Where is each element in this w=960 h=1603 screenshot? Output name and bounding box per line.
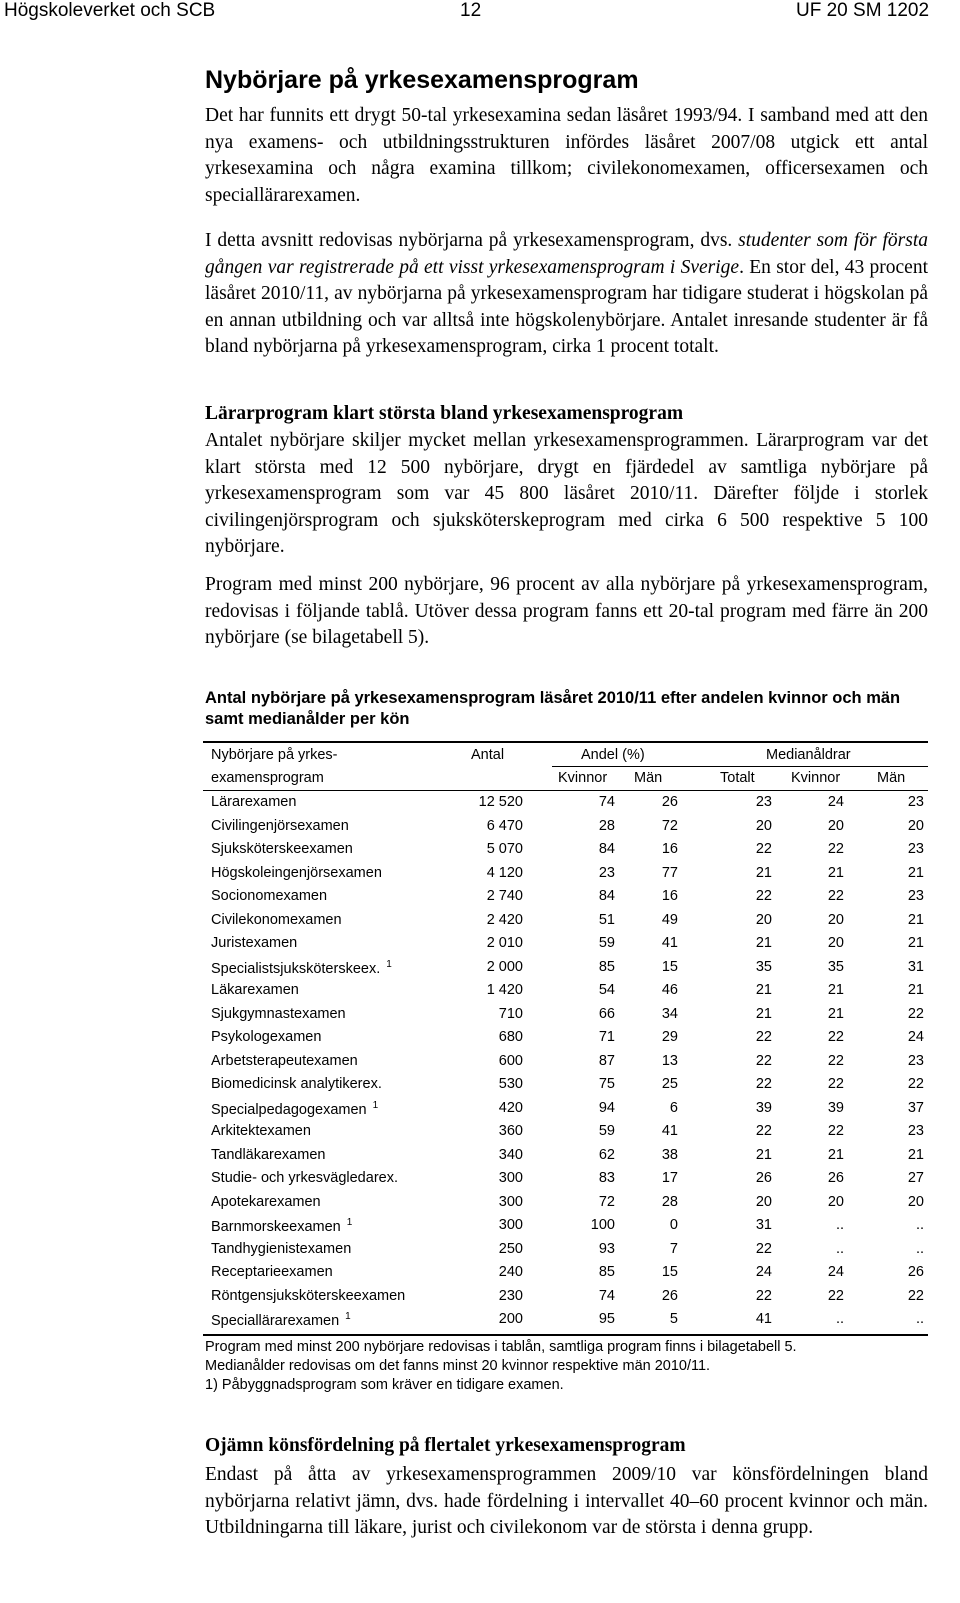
andel-kvinnor-cell: 23 (598, 864, 615, 881)
header-median-kvinnor: Kvinnor (791, 770, 841, 786)
median-kvinnor-cell: 20 (827, 911, 844, 928)
paragraph-intro: Det har funnits ett drygt 50-tal yrkesexamina sedan läsåret 1993/94. I samband med att den nya examens- och utbildningsstrukturen infördes läsåret 2007/08 utgick ett antal yrkesexamina och några examina tillkom; civilekonomexamen, officersexamen och speciallärarexamen. (205, 105, 928, 206)
median-kvinnor-cell: 24 (827, 794, 844, 810)
median-man-cell: 27 (907, 1170, 924, 1186)
andel-man-cell: 7 (669, 1240, 678, 1257)
median-totalt-cell: 41 (755, 1311, 772, 1327)
median-man-cell: 23 (907, 794, 924, 810)
antal-cell: 2 740 (486, 888, 523, 904)
program-name: Biomedicinsk analytikerex. (211, 1076, 382, 1092)
median-totalt-cell: 22 (755, 1076, 772, 1092)
table-row (203, 909, 928, 933)
table-row (203, 1167, 928, 1191)
median-man-cell: 23 (907, 888, 924, 904)
table-caption: Antal nybörjare på yrkesexamensprogram läsåret 2010/11 efter andelen kvinnor och män samt medianålder per kön (205, 689, 901, 728)
program-name-text: Specialpedagogexamen (211, 1101, 367, 1118)
header-program-line2: examensprogram (211, 770, 324, 786)
median-kvinnor-cell: 22 (827, 1123, 844, 1139)
program-name: Socionomexamen (211, 888, 328, 904)
program-name: Receptarieexamen (211, 1264, 333, 1280)
median-kvinnor-cell: 22 (827, 1287, 844, 1304)
paragraph-teacher: Antalet nybörjare skiljer mycket mellan yrkesexamensprogrammen. Lärarprogram var det klart största med 12 500 nybörjare, drygt en fjärdedel av samtliga nybörjare på yrkesexamensprogram som var 45 800 läsåret 2010/11. Därefter följde i storlek civilingenjörsprogram och sjuksköterskeprogram med cirka 6 500 respektive 5 100 nybörjare. (205, 430, 928, 557)
median-totalt-cell: 23 (755, 794, 772, 810)
andel-man-cell: 41 (661, 935, 678, 951)
median-kvinnor-cell: .. (835, 1240, 844, 1257)
median-man-cell: 23 (907, 841, 924, 857)
andel-man-cell: 25 (661, 1076, 678, 1092)
table-row (203, 932, 928, 956)
section-title-teacher: Lärarprogram klart största bland yrkesexamensprogram (205, 403, 684, 424)
median-totalt-cell: 22 (755, 888, 772, 904)
report-id: UF 20 SM 1202 (796, 0, 930, 21)
andel-kvinnor-cell: 59 (598, 935, 615, 951)
table-row (203, 885, 928, 909)
table-row (203, 815, 928, 839)
table-bottom-rule (203, 1334, 928, 1336)
program-name (211, 1311, 351, 1329)
andel-man-cell: 34 (661, 1005, 678, 1022)
median-kvinnor-cell: 35 (827, 958, 844, 975)
table-row (203, 1285, 928, 1309)
median-man-cell: .. (915, 1217, 924, 1233)
header-median: Medianåldrar (766, 747, 851, 763)
antal-cell: 680 (498, 1029, 523, 1045)
program-name: Röntgensjuksköterskeexamen (211, 1287, 406, 1304)
andel-man-cell: 38 (661, 1146, 678, 1163)
program-name: Juristexamen (211, 935, 298, 951)
program-name: Psykologexamen (211, 1029, 322, 1045)
paragraph-newcomers-end: . En stor del, 43 procent läsåret 2010/11, av nybörjarna på yrkesexamensprogram har tidigare studerat i högskolan på en annan utbildning och var alltså inte högskolenybörjare. Antalet inresande studenter är få bland nybörjarna på yrkesexamensprogram, cirka 1 procent totalt. (205, 256, 929, 357)
table-row (203, 1238, 928, 1262)
paragraph-newcomers (205, 228, 928, 361)
andel-man-cell: 41 (661, 1123, 678, 1139)
andel-kvinnor-cell: 83 (598, 1170, 615, 1186)
antal-cell: 230 (498, 1287, 523, 1304)
andel-man-cell: 46 (661, 982, 678, 998)
median-man-cell: 21 (907, 864, 924, 881)
paragraph-gender: Endast på åtta av yrkesexamensprogrammen 2009/10 var könsfördelningen bland nybörjarna relativt jämn, dvs. hade fördelning i intervallet 40–60 procent kvinnor och män. Utbildningarna till läkare, jurist och civilekonom var de största i denna grupp. (205, 1464, 928, 1538)
median-totalt-cell: 39 (755, 1099, 772, 1116)
median-kvinnor-cell: 20 (827, 1193, 844, 1210)
median-totalt-cell: 22 (755, 1052, 772, 1069)
median-totalt-cell: 22 (755, 1123, 772, 1139)
median-totalt-cell: 21 (755, 1146, 772, 1163)
table-row (203, 1073, 928, 1097)
andel-kvinnor-cell: 93 (598, 1240, 615, 1257)
table-row (203, 1214, 928, 1238)
antal-cell: 300 (498, 1217, 523, 1233)
andel-kvinnor-cell: 74 (598, 1287, 615, 1304)
andel-man-cell: 26 (661, 1287, 678, 1304)
header-antal: Antal (471, 747, 505, 763)
andel-man-cell: 16 (661, 841, 678, 857)
median-man-cell: 26 (907, 1264, 924, 1280)
andel-kvinnor-cell: 84 (598, 888, 615, 904)
andel-man-cell: 29 (661, 1029, 678, 1045)
table-row (203, 838, 928, 862)
median-totalt-cell: 20 (755, 911, 772, 928)
median-kvinnor-cell: 22 (827, 1052, 844, 1069)
median-man-cell: 37 (907, 1099, 924, 1116)
andel-kvinnor-cell: 66 (598, 1005, 615, 1022)
median-man-cell: .. (915, 1311, 924, 1327)
table-subheader-row (203, 767, 928, 791)
andel-man-cell: 72 (661, 817, 678, 834)
antal-cell: 5 070 (486, 841, 523, 857)
footnote-marker: 1 (386, 958, 392, 970)
antal-cell: 360 (498, 1123, 523, 1139)
andel-man-cell: 6 (669, 1099, 678, 1116)
footnote-marker: 1 (372, 1099, 379, 1111)
median-kvinnor-cell: 22 (827, 888, 844, 904)
program-name (211, 1217, 352, 1235)
program-name: Sjukgymnastexamen (211, 1005, 346, 1022)
andel-kvinnor-cell: 62 (598, 1146, 615, 1163)
median-man-cell: 21 (907, 1146, 924, 1163)
table-row (203, 1050, 928, 1074)
median-kvinnor-cell: 20 (827, 817, 844, 834)
andel-man-cell: 77 (661, 864, 678, 881)
andel-kvinnor-cell: 75 (598, 1076, 615, 1092)
table-row (203, 1308, 928, 1332)
median-man-cell: 20 (907, 1193, 924, 1210)
program-name: Tandhygienistexamen (211, 1240, 352, 1257)
antal-cell: 240 (498, 1264, 523, 1280)
andel-kvinnor-cell: 54 (598, 982, 615, 998)
median-totalt-cell: 22 (755, 841, 772, 857)
note-2: Medianålder redovisas om det fanns minst 20 kvinnor respektive män 2010/11. (205, 1357, 711, 1374)
table-row (203, 862, 928, 886)
andel-man-cell: 15 (661, 1264, 678, 1280)
median-kvinnor-cell: 39 (827, 1099, 844, 1116)
antal-cell: 710 (498, 1005, 523, 1022)
antal-cell: 200 (498, 1311, 523, 1327)
table-row (203, 1097, 928, 1121)
median-man-cell: 22 (907, 1076, 924, 1092)
median-man-cell: 23 (907, 1052, 924, 1069)
antal-cell: 1 420 (486, 982, 523, 998)
andel-man-cell: 13 (661, 1052, 678, 1069)
header-publisher: Högskoleverket och SCB (4, 0, 216, 21)
median-totalt-cell: 24 (755, 1264, 772, 1280)
median-kvinnor-cell: 21 (827, 1146, 844, 1163)
header-median-man: Män (877, 770, 906, 786)
program-name-text: Specialistsjuksköterskeex. (211, 960, 381, 977)
antal-cell: 2 010 (486, 935, 523, 951)
footnote-marker: 1 (346, 1217, 353, 1228)
median-totalt-cell: 22 (755, 1240, 772, 1257)
andel-kvinnor-cell: 100 (590, 1217, 615, 1233)
program-name: Tandläkarexamen (211, 1146, 326, 1163)
median-kvinnor-cell: 21 (827, 1005, 844, 1022)
program-name-text: Speciallärarexamen (211, 1312, 340, 1329)
andel-man-cell: 49 (661, 911, 678, 928)
median-totalt-cell: 35 (755, 958, 772, 975)
andel-kvinnor-cell: 28 (598, 817, 615, 834)
median-man-cell: .. (915, 1240, 924, 1257)
page-number: 12 (460, 0, 482, 21)
median-man-cell: 21 (907, 935, 924, 951)
table-row (203, 1026, 928, 1050)
median-totalt-cell: 20 (755, 1193, 772, 1210)
andel-man-cell: 26 (661, 794, 678, 810)
table-row (203, 1191, 928, 1215)
andel-kvinnor-cell: 85 (598, 1264, 615, 1280)
program-name: Läkarexamen (211, 982, 299, 998)
andel-kvinnor-cell: 95 (598, 1311, 615, 1327)
median-totalt-cell: 21 (755, 982, 772, 998)
median-kvinnor-cell: 20 (827, 935, 844, 951)
antal-cell: 300 (498, 1193, 523, 1210)
note-3: 1) Påbyggnadsprogram som kräver en tidigare examen. (205, 1376, 564, 1393)
antal-cell: 420 (498, 1099, 523, 1116)
median-kvinnor-cell: .. (835, 1311, 844, 1327)
program-name: Högskoleingenjörsexamen (211, 864, 382, 881)
footnote-marker: 1 (345, 1311, 351, 1322)
andel-man-cell: 16 (661, 888, 678, 904)
median-totalt-cell: 21 (755, 864, 772, 881)
note-1: Program med minst 200 nybörjare redovisas i tablån, samtliga program finns i bilagetabell 5. (205, 1338, 797, 1355)
page-title: Nybörjare på yrkesexamensprogram (205, 66, 639, 94)
median-kvinnor-cell: 21 (827, 864, 844, 881)
median-totalt-cell: 21 (755, 935, 772, 951)
andel-kvinnor-cell: 87 (598, 1052, 615, 1069)
median-totalt-cell: 26 (755, 1170, 772, 1186)
antal-cell: 2 420 (486, 911, 523, 928)
antal-cell: 600 (498, 1052, 523, 1069)
program-name: Sjuksköterskeexamen (211, 841, 353, 857)
antal-cell: 250 (498, 1240, 523, 1257)
antal-cell: 4 120 (486, 864, 523, 881)
program-name: Arkitektexamen (211, 1123, 311, 1139)
median-man-cell: 23 (907, 1123, 924, 1139)
antal-cell: 340 (498, 1146, 523, 1163)
table-body (203, 791, 928, 1332)
median-man-cell: 22 (907, 1005, 924, 1022)
andel-kvinnor-cell: 84 (598, 841, 615, 857)
median-kvinnor-cell: 22 (827, 841, 844, 857)
header-andel: Andel (%) (581, 747, 645, 763)
antal-cell: 6 470 (486, 817, 523, 834)
table-row (203, 956, 928, 980)
median-totalt-cell: 31 (755, 1217, 772, 1233)
andel-man-cell: 15 (661, 958, 678, 975)
section-title-gender: Ojämn könsfördelning på flertalet yrkesexamensprogram (205, 1435, 686, 1456)
antal-cell: 530 (498, 1076, 523, 1092)
median-man-cell: 20 (907, 817, 924, 834)
andel-kvinnor-cell: 74 (598, 794, 615, 810)
table-row (203, 979, 928, 1003)
table-row (203, 1120, 928, 1144)
andel-kvinnor-cell: 94 (598, 1099, 615, 1116)
median-totalt-cell: 22 (755, 1029, 772, 1045)
median-man-cell: 22 (907, 1287, 924, 1304)
andel-kvinnor-cell: 71 (598, 1029, 615, 1045)
median-kvinnor-cell: .. (835, 1217, 844, 1233)
andel-man-cell: 0 (669, 1217, 678, 1233)
andel-kvinnor-cell: 72 (598, 1193, 615, 1210)
andel-man-cell: 17 (661, 1170, 678, 1186)
definition-italic: studenter som för första gången var registrerade på ett visst yrkesexamensprogram i Sverige (205, 230, 929, 278)
antal-cell: 300 (498, 1170, 523, 1186)
median-totalt-cell: 22 (755, 1287, 772, 1304)
median-man-cell: 24 (907, 1029, 924, 1045)
table-row (203, 791, 928, 815)
page-header (0, 0, 960, 30)
median-totalt-cell: 20 (755, 817, 772, 834)
data-table (203, 741, 928, 1395)
program-name (211, 959, 392, 977)
median-man-cell: 21 (907, 982, 924, 998)
header-kvinnor: Kvinnor (558, 770, 608, 786)
median-kvinnor-cell: 22 (827, 1076, 844, 1092)
median-kvinnor-cell: 22 (827, 1029, 844, 1045)
andel-man-cell: 5 (669, 1311, 678, 1327)
program-name: Studie- och yrkesvägledarex. (211, 1170, 398, 1186)
header-man: Män (634, 770, 663, 786)
median-man-cell: 21 (907, 911, 924, 928)
program-name-text: Barnmorskeexamen (211, 1218, 341, 1235)
median-kvinnor-cell: 26 (827, 1170, 844, 1186)
antal-cell: 2 000 (486, 958, 523, 975)
program-name (211, 1100, 378, 1118)
andel-man-cell: 28 (661, 1193, 678, 1210)
median-kvinnor-cell: 24 (827, 1264, 844, 1280)
andel-kvinnor-cell: 85 (598, 958, 615, 975)
program-name: Apotekarexamen (211, 1193, 321, 1210)
antal-cell: 12 520 (478, 794, 523, 810)
table-row (203, 1261, 928, 1285)
table-row (203, 1003, 928, 1027)
table-notes (205, 1338, 928, 1395)
median-totalt-cell: 21 (755, 1005, 772, 1022)
table-header-row (203, 743, 928, 767)
andel-kvinnor-cell: 59 (598, 1123, 615, 1139)
program-name: Civilekonomexamen (211, 911, 342, 928)
header-program: Nybörjare på yrkes- (211, 747, 338, 763)
table-row (203, 1144, 928, 1168)
median-kvinnor-cell: 21 (827, 982, 844, 998)
median-man-cell: 31 (907, 958, 924, 975)
paragraph-programs: Program med minst 200 nybörjare, 96 procent av alla nybörjare på yrkesexamensprogram, redovisas i följande tablå. Utöver dessa program fanns ett 20-tal program med färre än 200 nybörjare (se bilagetabell 5). (205, 574, 928, 648)
paragraph-newcomers-start: I detta avsnitt redovisas nybörjarna på yrkesexamensprogram, dvs. (205, 230, 739, 251)
header-totalt: Totalt (720, 770, 755, 786)
andel-kvinnor-cell: 51 (598, 911, 615, 928)
program-name: Arbetsterapeutexamen (211, 1052, 358, 1069)
program-name: Lärarexamen (211, 794, 297, 810)
program-name: Civilingenjörsexamen (211, 817, 349, 834)
